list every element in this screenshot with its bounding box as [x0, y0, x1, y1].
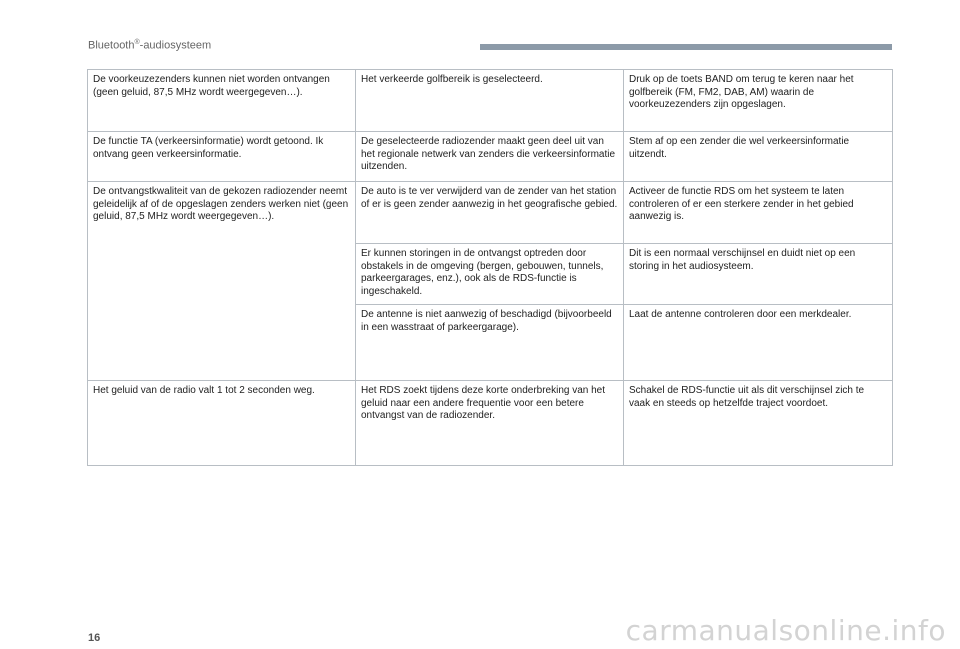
cause-cell: De geselecteerde radiozender maakt geen deel uit van het regionale netwerk van zenders die verkeersinformatie uitzenden.: [356, 132, 624, 182]
troubleshooting-table: [87, 69, 893, 466]
problem-cell: De voorkeuzezenders kunnen niet worden ontvangen (geen geluid, 87,5 MHz wordt weergegeven…).: [88, 70, 356, 132]
table-row: [88, 182, 893, 244]
section-title-main: Bluetooth: [88, 39, 135, 52]
registered-mark: ®: [134, 39, 140, 46]
table-row: [88, 132, 893, 182]
cause-cell: De auto is te ver verwijderd van de zender van het station of er is geen zender aanwezig in het geografische gebied.: [356, 182, 624, 244]
solution-cell: Dit is een normaal verschijnsel en duidt niet op een storing in het audiosysteem.: [624, 244, 893, 305]
solution-cell: Schakel de RDS-functie uit als dit verschijnsel zich te vaak en steeds op hetzelfde traject voordoet.: [624, 381, 893, 466]
cause-cell: Het verkeerde golfbereik is geselecteerd.: [356, 70, 624, 132]
solution-cell: Druk op de toets BAND om terug te keren naar het golfbereik (FM, FM2, DAB, AM) waarin de voorkeuzezenders zijn opgeslagen.: [624, 70, 893, 132]
problem-cell: De functie TA (verkeersinformatie) wordt getoond. Ik ontvang geen verkeersinformatie.: [88, 132, 356, 182]
section-title: [88, 39, 211, 52]
cause-cell: De antenne is niet aanwezig of beschadigd (bijvoorbeeld in een wasstraat of parkeergarage).: [356, 305, 624, 381]
cause-cell: Het RDS zoekt tijdens deze korte onderbreking van het geluid naar een andere frequentie voor een betere ontvangst van de radiozender.: [356, 381, 624, 466]
table-row: [88, 70, 893, 132]
header-bar: [480, 44, 892, 50]
watermark: carmanualsonline.info: [625, 614, 946, 647]
problem-cell: Het geluid van de radio valt 1 tot 2 seconden weg.: [88, 381, 356, 466]
solution-cell: Activeer de functie RDS om het systeem te laten controleren of er een sterkere zender in het gebied aanwezig is.: [624, 182, 893, 244]
problem-cell: De ontvangstkwaliteit van de gekozen radiozender neemt geleidelijk af of de opgeslagen zenders werken niet (geen geluid, 87,5 MHz wordt weergegeven…).: [88, 182, 356, 381]
solution-cell: Laat de antenne controleren door een merkdealer.: [624, 305, 893, 381]
cause-cell: Er kunnen storingen in de ontvangst optreden door obstakels in de omgeving (bergen, gebouwen, tunnels, parkeergarages, enz.), ook als de RDS-functie is ingeschakeld.: [356, 244, 624, 305]
section-title-rest: -audiosysteem: [139, 39, 212, 52]
solution-cell: Stem af op een zender die wel verkeersinformatie uitzendt.: [624, 132, 893, 182]
table-row: [88, 381, 893, 466]
page-number: 16: [88, 632, 101, 644]
